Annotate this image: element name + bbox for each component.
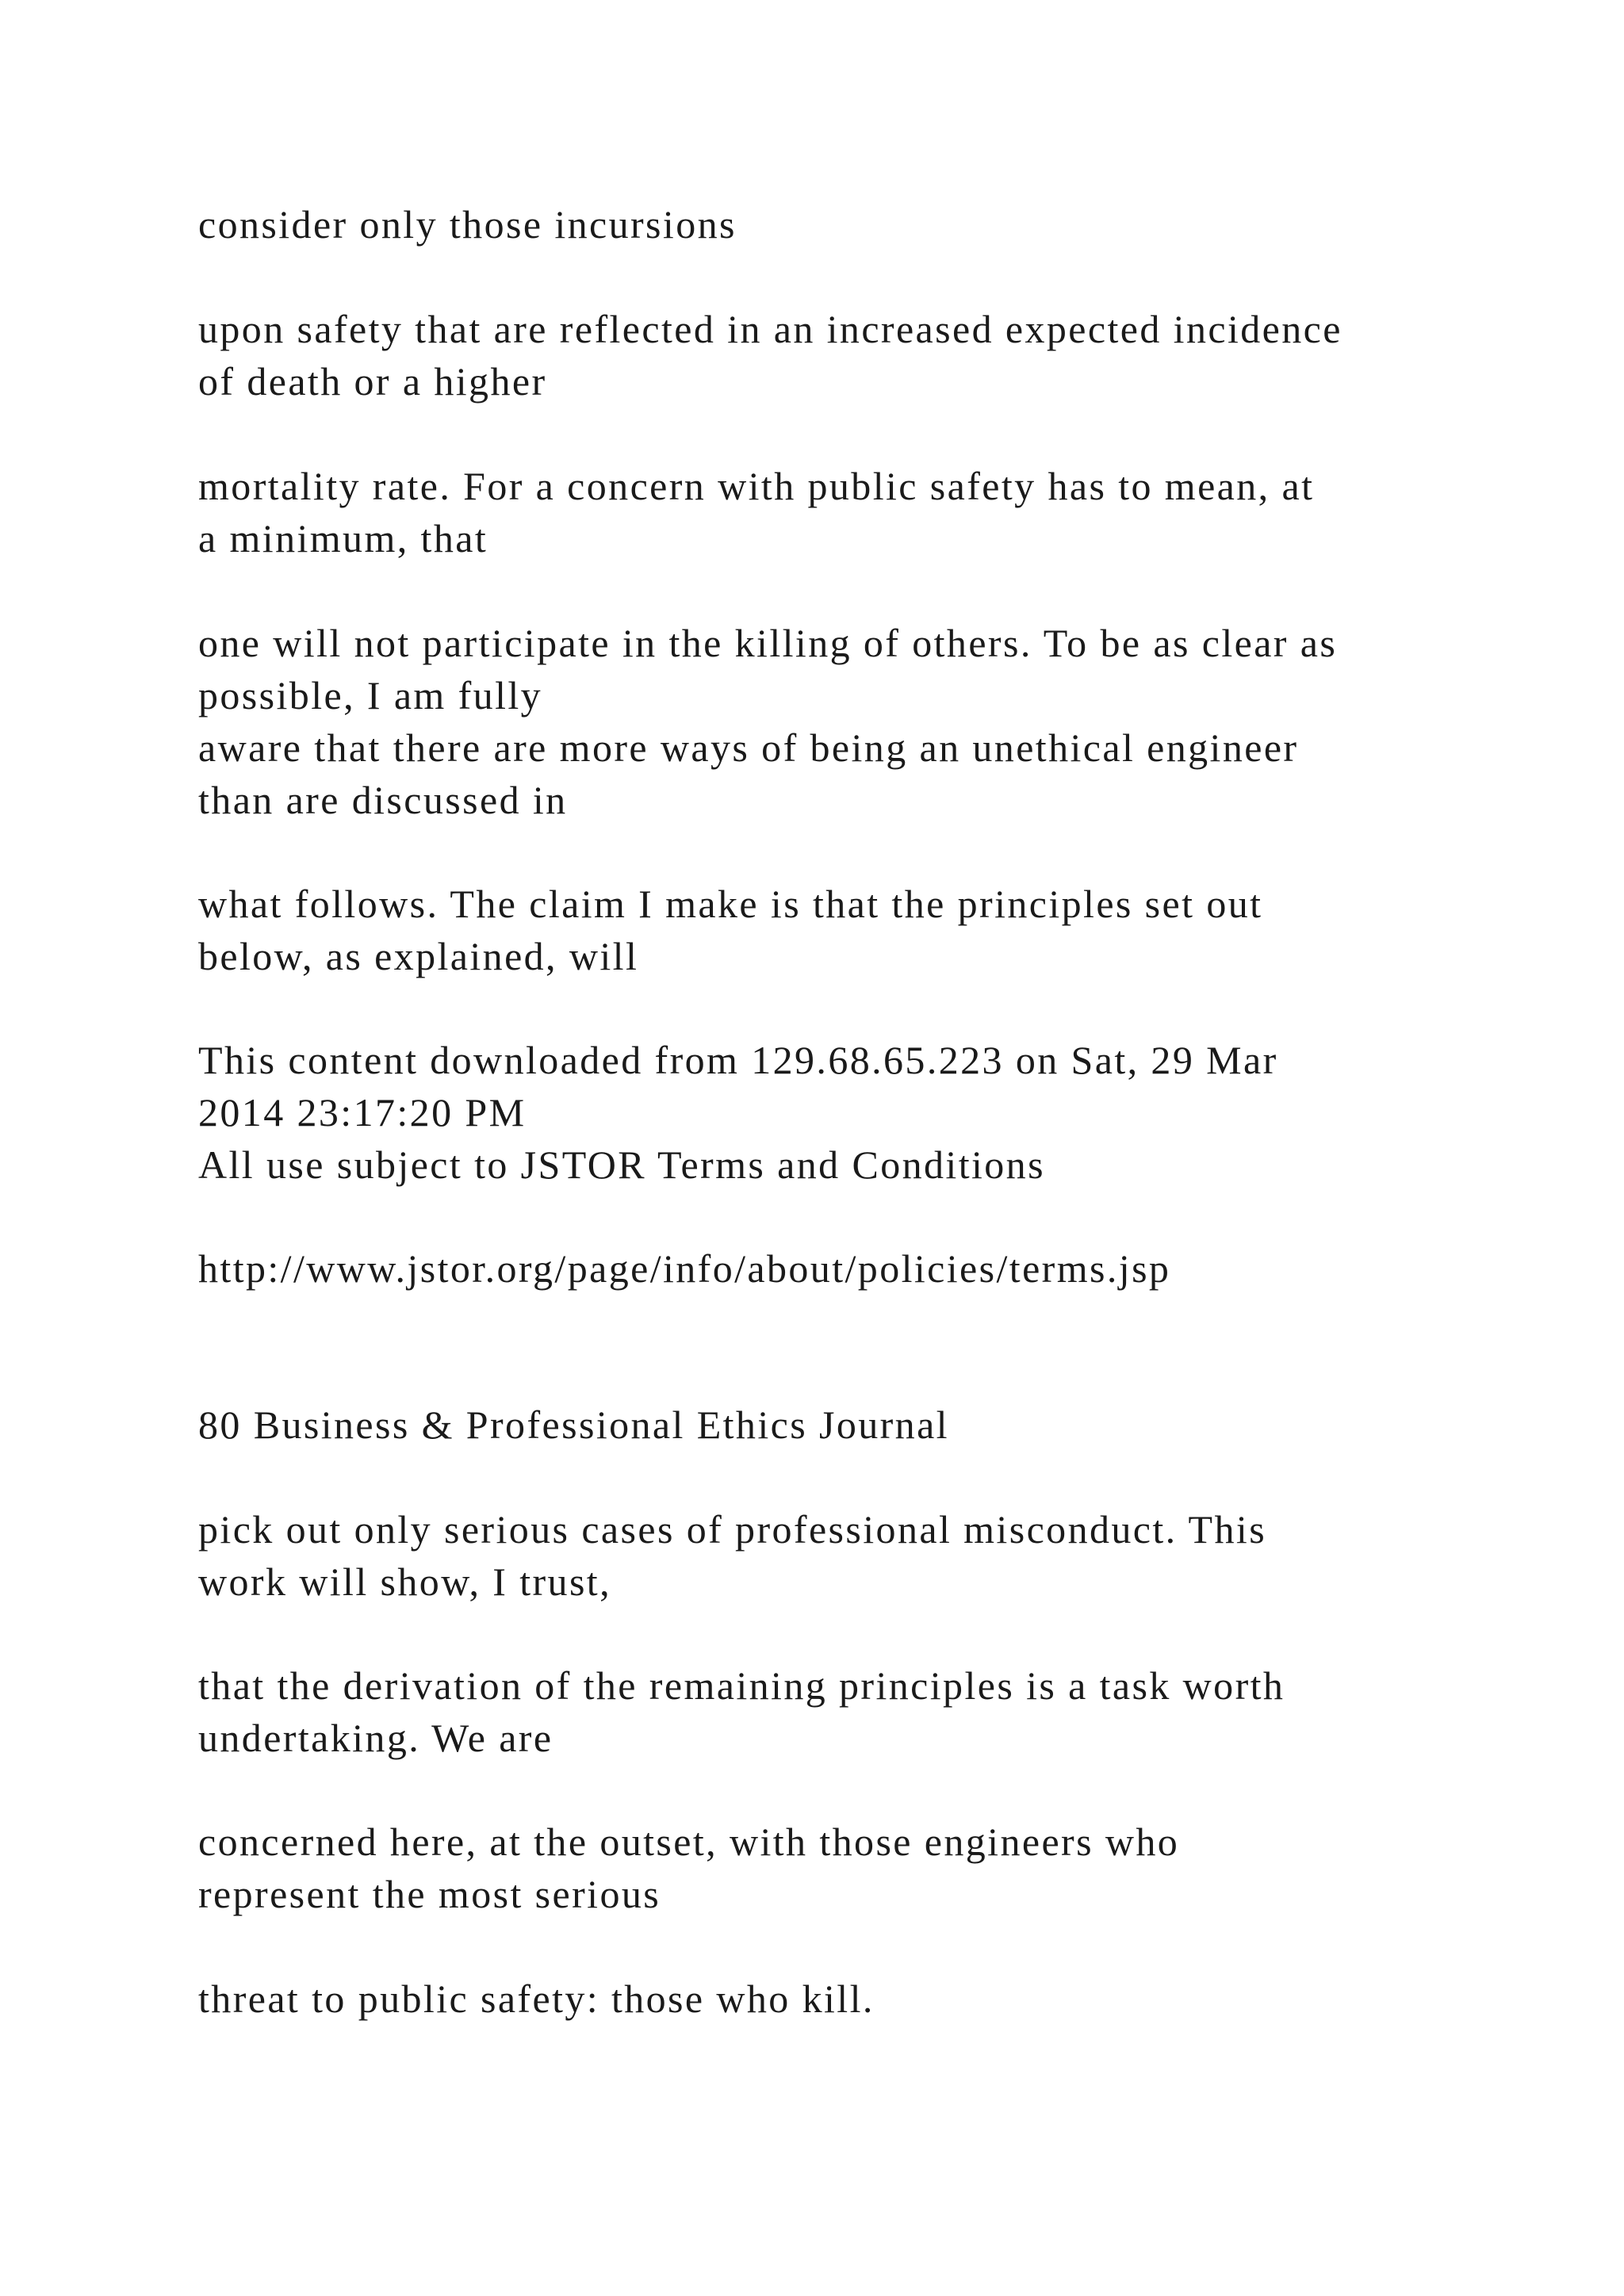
- text-line: what follows. The claim I make is that the principles set out: [198, 882, 1263, 926]
- paragraph: [198, 303, 1507, 408]
- text-line: undertaking. We are: [198, 1716, 553, 1760]
- paragraph: [198, 198, 1507, 251]
- text-line: of death or a higher: [198, 359, 547, 404]
- text-line: possible, I am fully: [198, 673, 543, 718]
- text-line: a minimum, that: [198, 516, 488, 561]
- jstor-download-notice: [198, 1034, 1507, 1191]
- paragraph: [198, 1659, 1507, 1764]
- text-line: that the derivation of the remaining principles is a task worth: [198, 1663, 1285, 1708]
- paragraph: [198, 1503, 1507, 1608]
- text-line: represent the most serious: [198, 1872, 661, 1916]
- text-line: than are discussed in: [198, 778, 568, 822]
- running-header: [198, 1399, 1507, 1451]
- text-line: upon safety that are reflected in an increased expected incidence: [198, 307, 1342, 351]
- paragraph: [198, 460, 1507, 564]
- text-line: http://www.jstor.org/page/info/about/policies/terms.jsp: [198, 1246, 1171, 1291]
- paragraph: [198, 1973, 1507, 2025]
- text-line: one will not participate in the killing of others. To be as clear as: [198, 621, 1338, 665]
- text-line: aware that there are more ways of being an unethical engineer: [198, 725, 1299, 770]
- paragraph: [198, 617, 1507, 826]
- text-line: mortality rate. For a concern with public safety has to mean, at: [198, 464, 1315, 508]
- text-line: pick out only serious cases of professional misconduct. This: [198, 1507, 1267, 1552]
- text-line: This content downloaded from 129.68.65.223 on Sat, 29 Mar: [198, 1038, 1278, 1082]
- jstor-terms-url: [198, 1242, 1507, 1295]
- text-line: work will show, I trust,: [198, 1559, 612, 1604]
- text-line: concerned here, at the outset, with those engineers who: [198, 1820, 1180, 1864]
- text-line: 2014 23:17:20 PM: [198, 1090, 527, 1135]
- text-line: below, as explained, will: [198, 934, 639, 978]
- text-line: threat to public safety: those who kill.: [198, 1976, 875, 2021]
- text-line: All use subject to JSTOR Terms and Conditions: [198, 1142, 1045, 1187]
- paragraph: [198, 878, 1507, 982]
- text-line: consider only those incursions: [198, 202, 737, 247]
- paragraph: [198, 1816, 1507, 1920]
- text-line: 80 Business & Professional Ethics Journal: [198, 1402, 949, 1447]
